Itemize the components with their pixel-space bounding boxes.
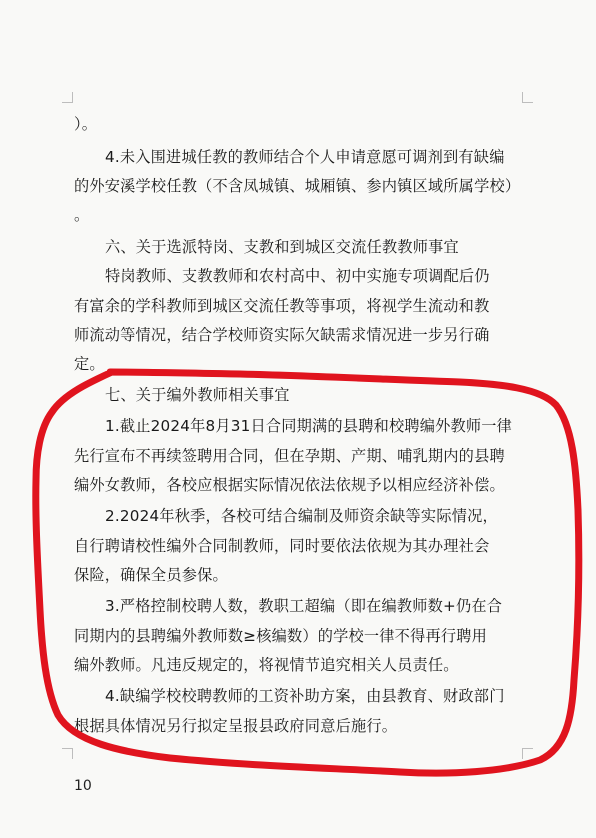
text-line: 1.截止2024年8月31日合同期满的县聘和校聘编外教师一律 xyxy=(105,417,513,435)
text-line: 同期内的县聘编外教师数≥核编数）的学校一律不得再行聘用 xyxy=(74,627,488,645)
text-line: 4.缺编学校校聘教师的工资补助方案，由县教育、财政部门 xyxy=(105,687,505,705)
text-line: 根据具体情况另行拟定呈报县政府同意后施行。 xyxy=(74,717,398,735)
crop-mark-top-right xyxy=(522,92,533,103)
text-line: 师流动等情况，结合学校师资实际欠缺需求情况进一步另行确 xyxy=(74,326,490,344)
text-line: 。 xyxy=(74,206,90,224)
crop-mark-bottom-left xyxy=(62,748,73,759)
section-heading: 六、关于选派特岗、支教和到城区交流任教教师事宜 xyxy=(105,238,459,256)
text-line: 的外安溪学校任教（不含凤城镇、城厢镇、参内镇区域所属学校） xyxy=(74,177,521,195)
crop-mark-top-left xyxy=(62,92,73,103)
text-line: 定。 xyxy=(74,355,105,373)
text-line: 保险，确保全员参保。 xyxy=(74,566,228,584)
page-number: 10 xyxy=(74,778,92,794)
text-line: ）。 xyxy=(74,115,98,133)
text-line: 特岗教师、支教教师和农村高中、初中实施专项调配后仍 xyxy=(105,267,490,285)
text-line: 自行聘请校性编外合同制教师，同时要依法依规为其办理社会 xyxy=(74,537,490,555)
section-heading: 七、关于编外教师相关事宜 xyxy=(105,386,290,404)
text-line: 编外女教师，各校应根据实际情况依法依规予以相应经济补偿。 xyxy=(74,476,505,494)
text-line: 有富余的学科教师到城区交流任教等事项，将视学生流动和教 xyxy=(74,297,490,315)
text-line: 先行宣布不再续签聘用合同，但在孕期、产期、哺乳期内的县聘 xyxy=(74,447,505,465)
text-line: 4.未入围进城任教的教师结合个人申请意愿可调剂到有缺编 xyxy=(105,148,505,166)
text-line: 编外教师。凡违反规定的，将视情节追究相关人员责任。 xyxy=(74,656,459,674)
text-line: 3.严格控制校聘人数，教职工超编（即在编教师数+仍在合 xyxy=(105,597,503,615)
crop-mark-bottom-right xyxy=(522,748,533,759)
text-line: 2.2024年秋季，各校可结合编制及师资余缺等实际情况， xyxy=(105,507,498,525)
